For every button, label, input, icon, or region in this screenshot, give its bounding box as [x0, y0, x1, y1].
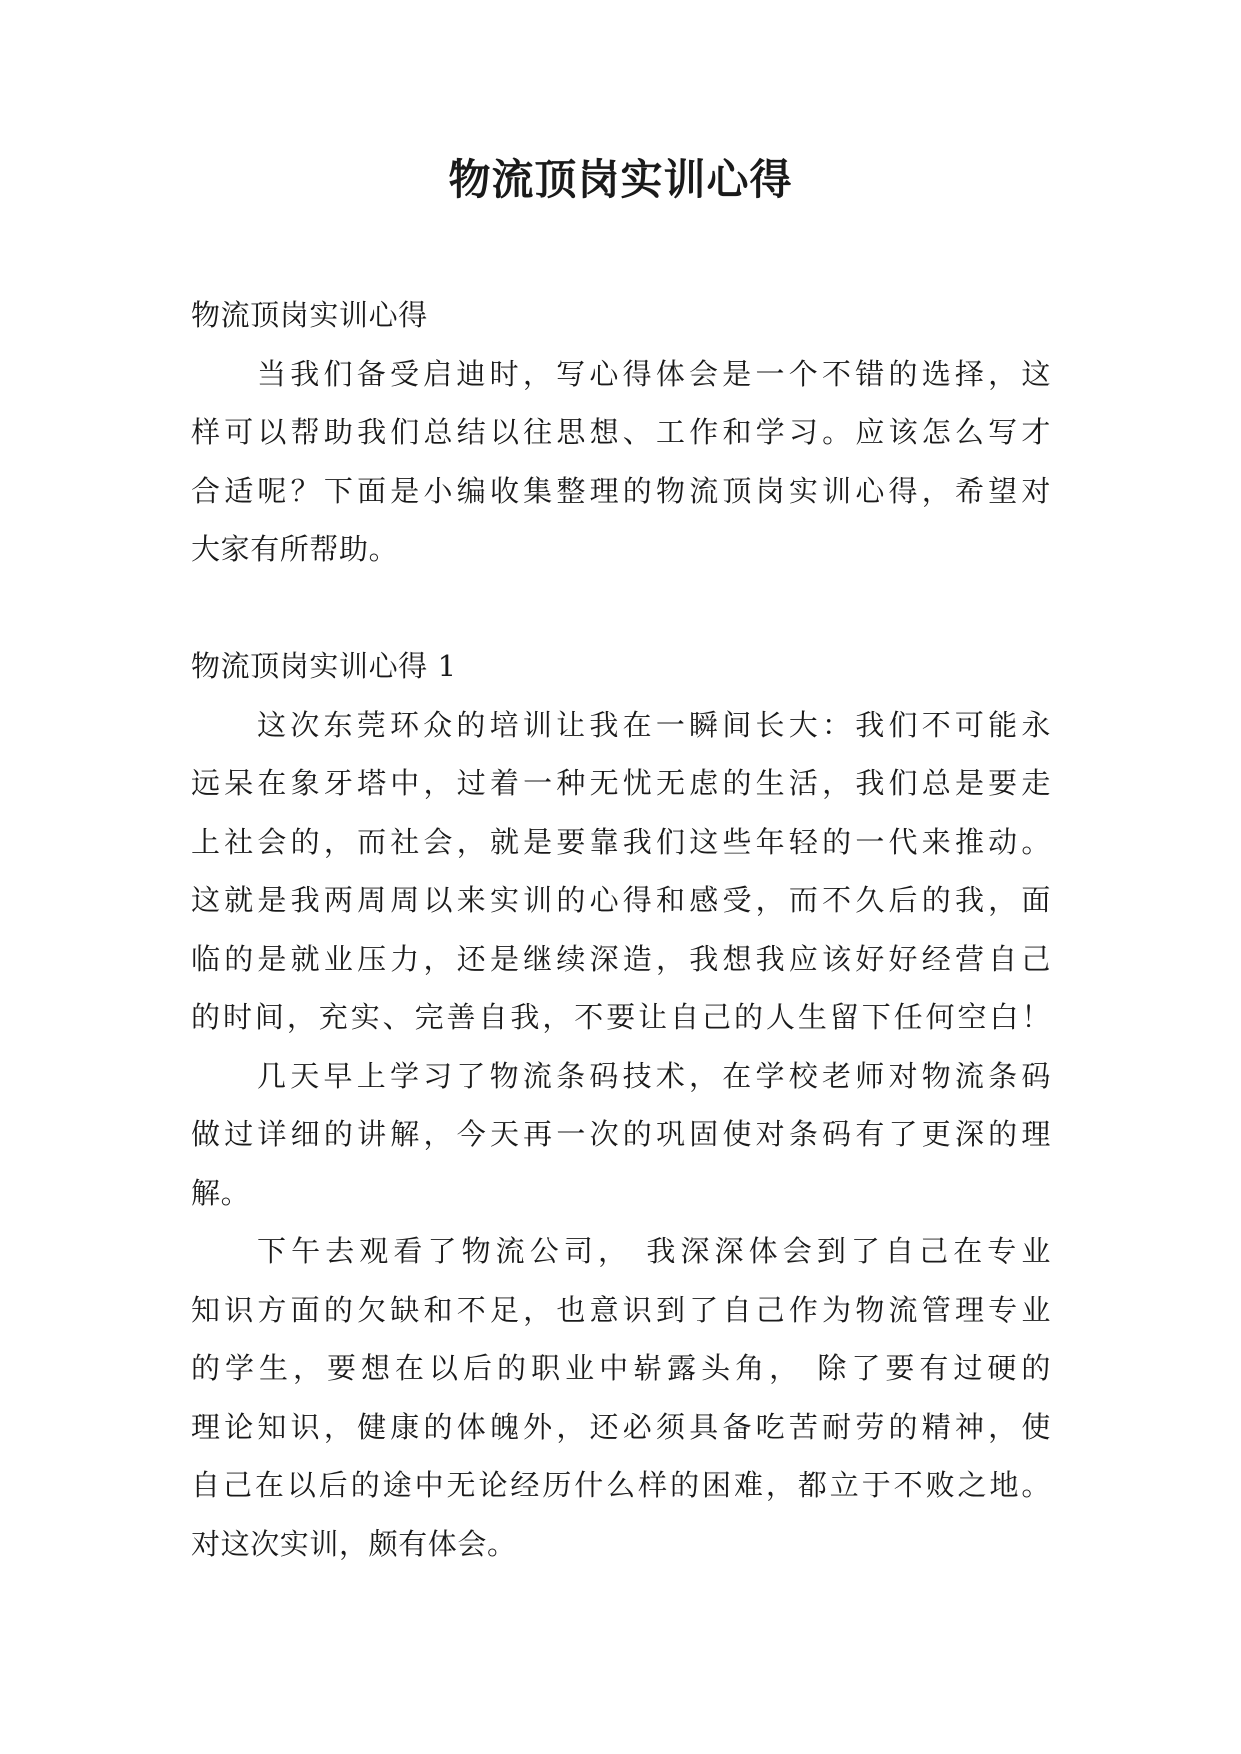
paragraph-line: 理论知识，健康的体魄外，还必须具备吃苦耐劳的精神，使 [191, 1409, 1051, 1444]
paragraph-line: 对这次实训，颇有体会。 [191, 1526, 517, 1561]
paragraph-line: 这就是我两周周以来实训的心得和感受，而不久后的我，面 [191, 883, 1051, 917]
paragraph-line: 的学生，要想在以后的职业中崭露头角， 除了要有过硬的 [191, 1351, 1051, 1385]
section-paragraph-3 [191, 1222, 1051, 1573]
paragraph-line: 知识方面的欠缺和不足，也意识到了自己作为物流管理专业 [191, 1292, 1051, 1327]
paragraph-line: 下午去观看了物流公司， 我深深体会到了自己在专业 [257, 1234, 1051, 1268]
document-body [191, 286, 1051, 1573]
paragraph-line: 解。 [191, 1175, 251, 1210]
spacer [191, 579, 1051, 638]
paragraph-line: 几天早上学习了物流条码技术，在学校老师对物流条码 [257, 1058, 1051, 1093]
section-heading: 物流顶岗实训心得 1 [191, 649, 457, 683]
paragraph-line: 上社会的，而社会，就是要靠我们这些年轻的一代来推动。 [191, 824, 1051, 859]
intro-paragraph [191, 345, 1051, 579]
section-paragraph-2 [191, 1047, 1051, 1223]
paragraph-line: 大家有所帮助。 [191, 532, 399, 566]
document-title: 物流顶岗实训心得 [448, 155, 793, 204]
paragraph-line: 的时间，充实、完善自我，不要让自己的人生留下任何空白！ [191, 1000, 1051, 1034]
subtitle: 物流顶岗实训心得 [191, 298, 428, 332]
paragraph-line: 临的是就业压力，还是继续深造，我想我应该好好经营自己 [191, 941, 1051, 976]
paragraph-line: 做过详细的讲解，今天再一次的巩固使对条码有了更深的理 [191, 1117, 1051, 1151]
paragraph-line: 自己在以后的途中无论经历什么样的困难，都立于不败之地。 [191, 1468, 1051, 1502]
paragraph-line: 这次东莞环众的培训让我在一瞬间长大：我们不可能永 [257, 707, 1051, 742]
paragraph-line: 合适呢？下面是小编收集整理的物流顶岗实训心得，希望对 [191, 473, 1051, 508]
section-paragraph-1 [191, 696, 1051, 1047]
paragraph-line: 当我们备受启迪时，写心得体会是一个不错的选择，这 [257, 356, 1051, 391]
paragraph-line: 样可以帮助我们总结以往思想、工作和学习。应该怎么写才 [191, 415, 1051, 449]
paragraph-line: 远呆在象牙塔中，过着一种无忧无虑的生活，我们总是要走 [191, 766, 1051, 800]
